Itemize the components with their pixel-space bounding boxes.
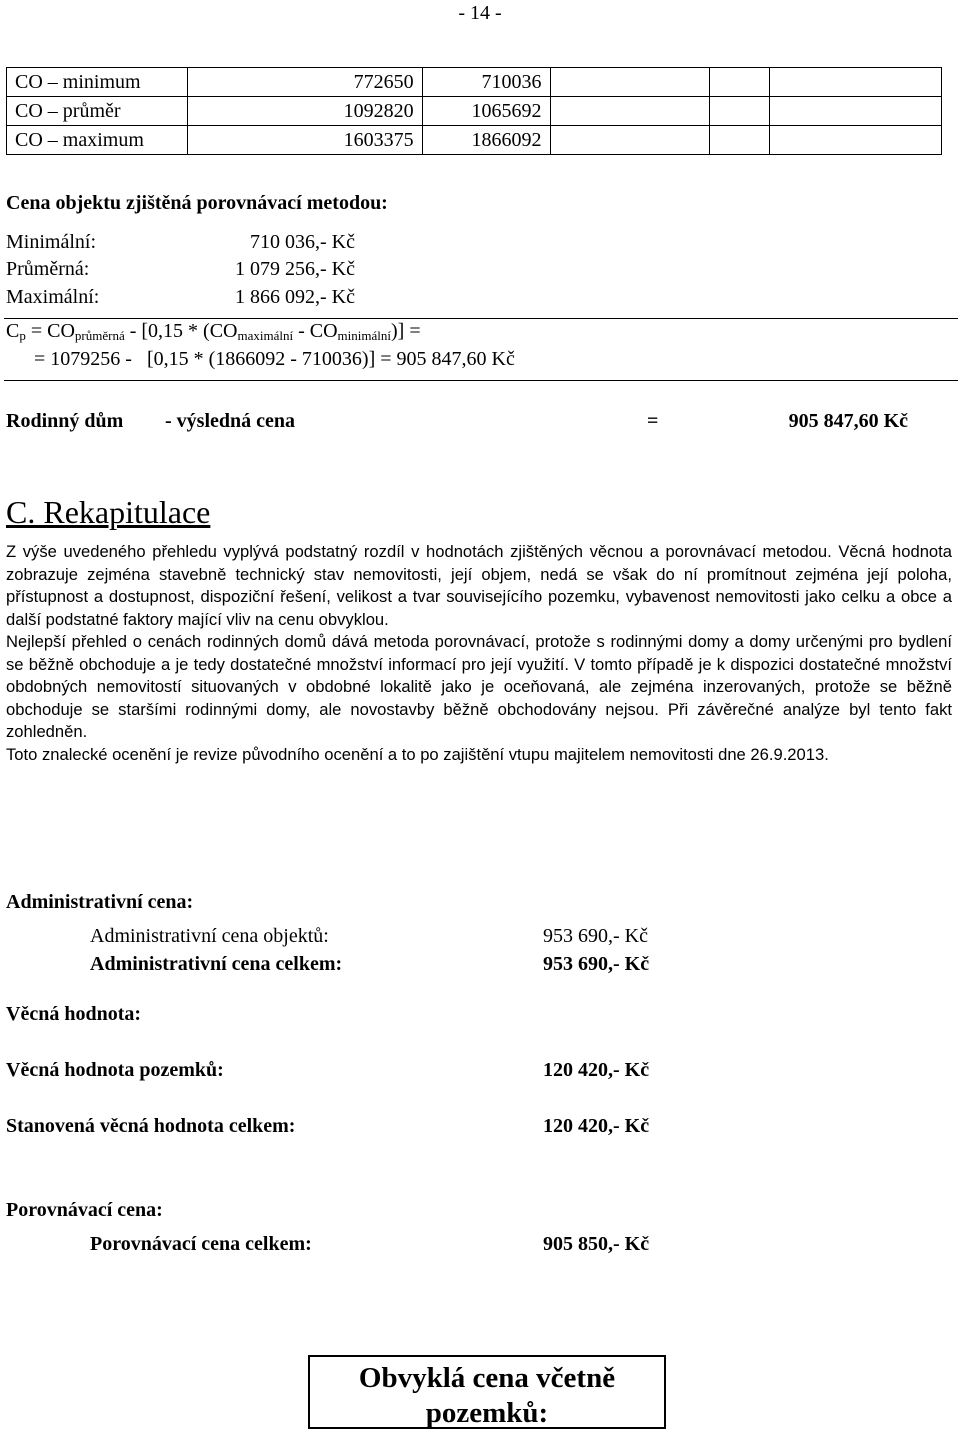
- table-row: [7, 126, 942, 155]
- formula-text: = CO: [25, 320, 75, 342]
- table-row: [7, 68, 942, 97]
- final-box-line: Obvyklá cena včetně: [358, 1362, 616, 1394]
- min-value: 710 036,- Kč: [250, 231, 355, 253]
- recap-text: [6, 541, 952, 766]
- table-cell: 1866092: [422, 126, 550, 155]
- material-land-label: Věcná hodnota pozemků:: [6, 1059, 224, 1081]
- formula-subscript: maximální: [237, 328, 294, 343]
- divider: [4, 380, 958, 381]
- table-cell: [550, 126, 710, 155]
- result-equals: =: [647, 410, 659, 432]
- formula-subscript: průměrná: [74, 328, 125, 343]
- table-row: [7, 97, 942, 126]
- formula-text: - CO: [293, 320, 338, 342]
- recap-paragraph: Z výše uvedeného přehledu vyplývá podstatný rozdíl v hodnotách zjištěných věcnou a porovnávací metodou. Věcná hodnota zobrazuje zejména stavebně technický stav nemovitosti, její objem, nedá se však do ní promítnout zejména její poloha, přístupnost a dostupnost, dispoziční řešení, velikost a tvar souvisejícího pozemku, vybavenost nemovitosti jako celku a obce a další podstatné faktory mající vliv na cenu obvyklou.: [6, 542, 952, 629]
- material-total-label: Stanovená věcná hodnota celkem:: [6, 1115, 296, 1137]
- material-land-value: 120 420,- Kč: [543, 1059, 650, 1081]
- table-cell: CO – minimum: [7, 68, 188, 97]
- max-value: 1 866 092,- Kč: [235, 286, 355, 308]
- result-label-2: - výsledná cena: [165, 410, 295, 432]
- recap-title: C. Rekapitulace: [6, 494, 211, 530]
- table-cell: CO – maximum: [7, 126, 188, 155]
- formula-text: )] =: [391, 320, 421, 342]
- comparative-total-label: Porovnávací cena celkem:: [90, 1233, 312, 1255]
- table-cell: 710036: [422, 68, 550, 97]
- table-cell: [550, 68, 710, 97]
- co-table: [6, 67, 942, 155]
- result-value: 905 847,60 Kč: [788, 410, 908, 432]
- final-box-line: pozemků:: [425, 1397, 549, 1429]
- divider: [4, 318, 958, 319]
- formula-subscript: minimální: [337, 328, 391, 343]
- admin-heading: Administrativní cena:: [6, 891, 194, 913]
- table-cell: 1092820: [187, 97, 422, 126]
- table-cell: [550, 97, 710, 126]
- admin-total-value: 953 690,- Kč: [543, 953, 650, 975]
- table-cell: 1065692: [422, 97, 550, 126]
- table-cell: 772650: [187, 68, 422, 97]
- comparative-heading: Porovnávací cena:: [6, 1199, 163, 1221]
- recap-paragraph: Toto znalecké ocenění je revize původního ocenění a to po zajištění vtupu majitelem nemovitosti dne 26.9.2013.: [6, 744, 829, 764]
- avg-label: Průměrná:: [6, 258, 90, 280]
- formula-line-1: [6, 320, 421, 344]
- formula-text: - [0,15 * (CO: [124, 320, 238, 342]
- max-label: Maximální:: [6, 286, 100, 308]
- table-cell: [710, 68, 770, 97]
- min-label: Minimální:: [6, 231, 96, 253]
- comparative-total-value: 905 850,- Kč: [543, 1233, 650, 1255]
- table-cell: [710, 126, 770, 155]
- result-label: Rodinný dům: [6, 410, 124, 432]
- table-cell: [770, 68, 942, 97]
- table-cell: [710, 97, 770, 126]
- admin-objects-label: Administrativní cena objektů:: [90, 925, 329, 947]
- formula-line-2: = 1079256 - [0,15 * (1866092 - 710036)] = 905 847,60 Kč: [34, 348, 515, 370]
- table-cell: CO – průměr: [7, 97, 188, 126]
- page-number: - 14 -: [458, 2, 502, 24]
- avg-value: 1 079 256,- Kč: [235, 258, 355, 280]
- formula-subscript: p: [19, 328, 26, 343]
- material-total-value: 120 420,- Kč: [543, 1115, 650, 1137]
- table-cell: [770, 97, 942, 126]
- final-price-box: [308, 1355, 666, 1429]
- admin-objects-value: 953 690,- Kč: [543, 925, 648, 947]
- table-cell: 1603375: [187, 126, 422, 155]
- formula-symbol: C: [6, 320, 20, 342]
- material-heading: Věcná hodnota:: [6, 1003, 142, 1025]
- admin-total-label: Administrativní cena celkem:: [90, 953, 343, 975]
- recap-paragraph: Nejlepší přehled o cenách rodinných domů dává metoda porovnávací, protože s rodinnými domy a domy určenými pro bydlení se běžně obchoduje a je tedy dostatečné množství informací pro její využití. V tomto případě je k dispozici dostatečné množství obdobných nemovitostí situovaných v obdobné lokalitě jako je oceňovaná, ale zejména inzerovaných, protože se běžně obchoduje se staršími rodinnými domy, ale novostavby běžně obchodovány nejsou. Při závěrečné analýze byl tento fakt zohledněn.: [6, 632, 952, 741]
- table-cell: [770, 126, 942, 155]
- comparison-heading: Cena objektu zjištěná porovnávací metodou:: [6, 192, 388, 214]
